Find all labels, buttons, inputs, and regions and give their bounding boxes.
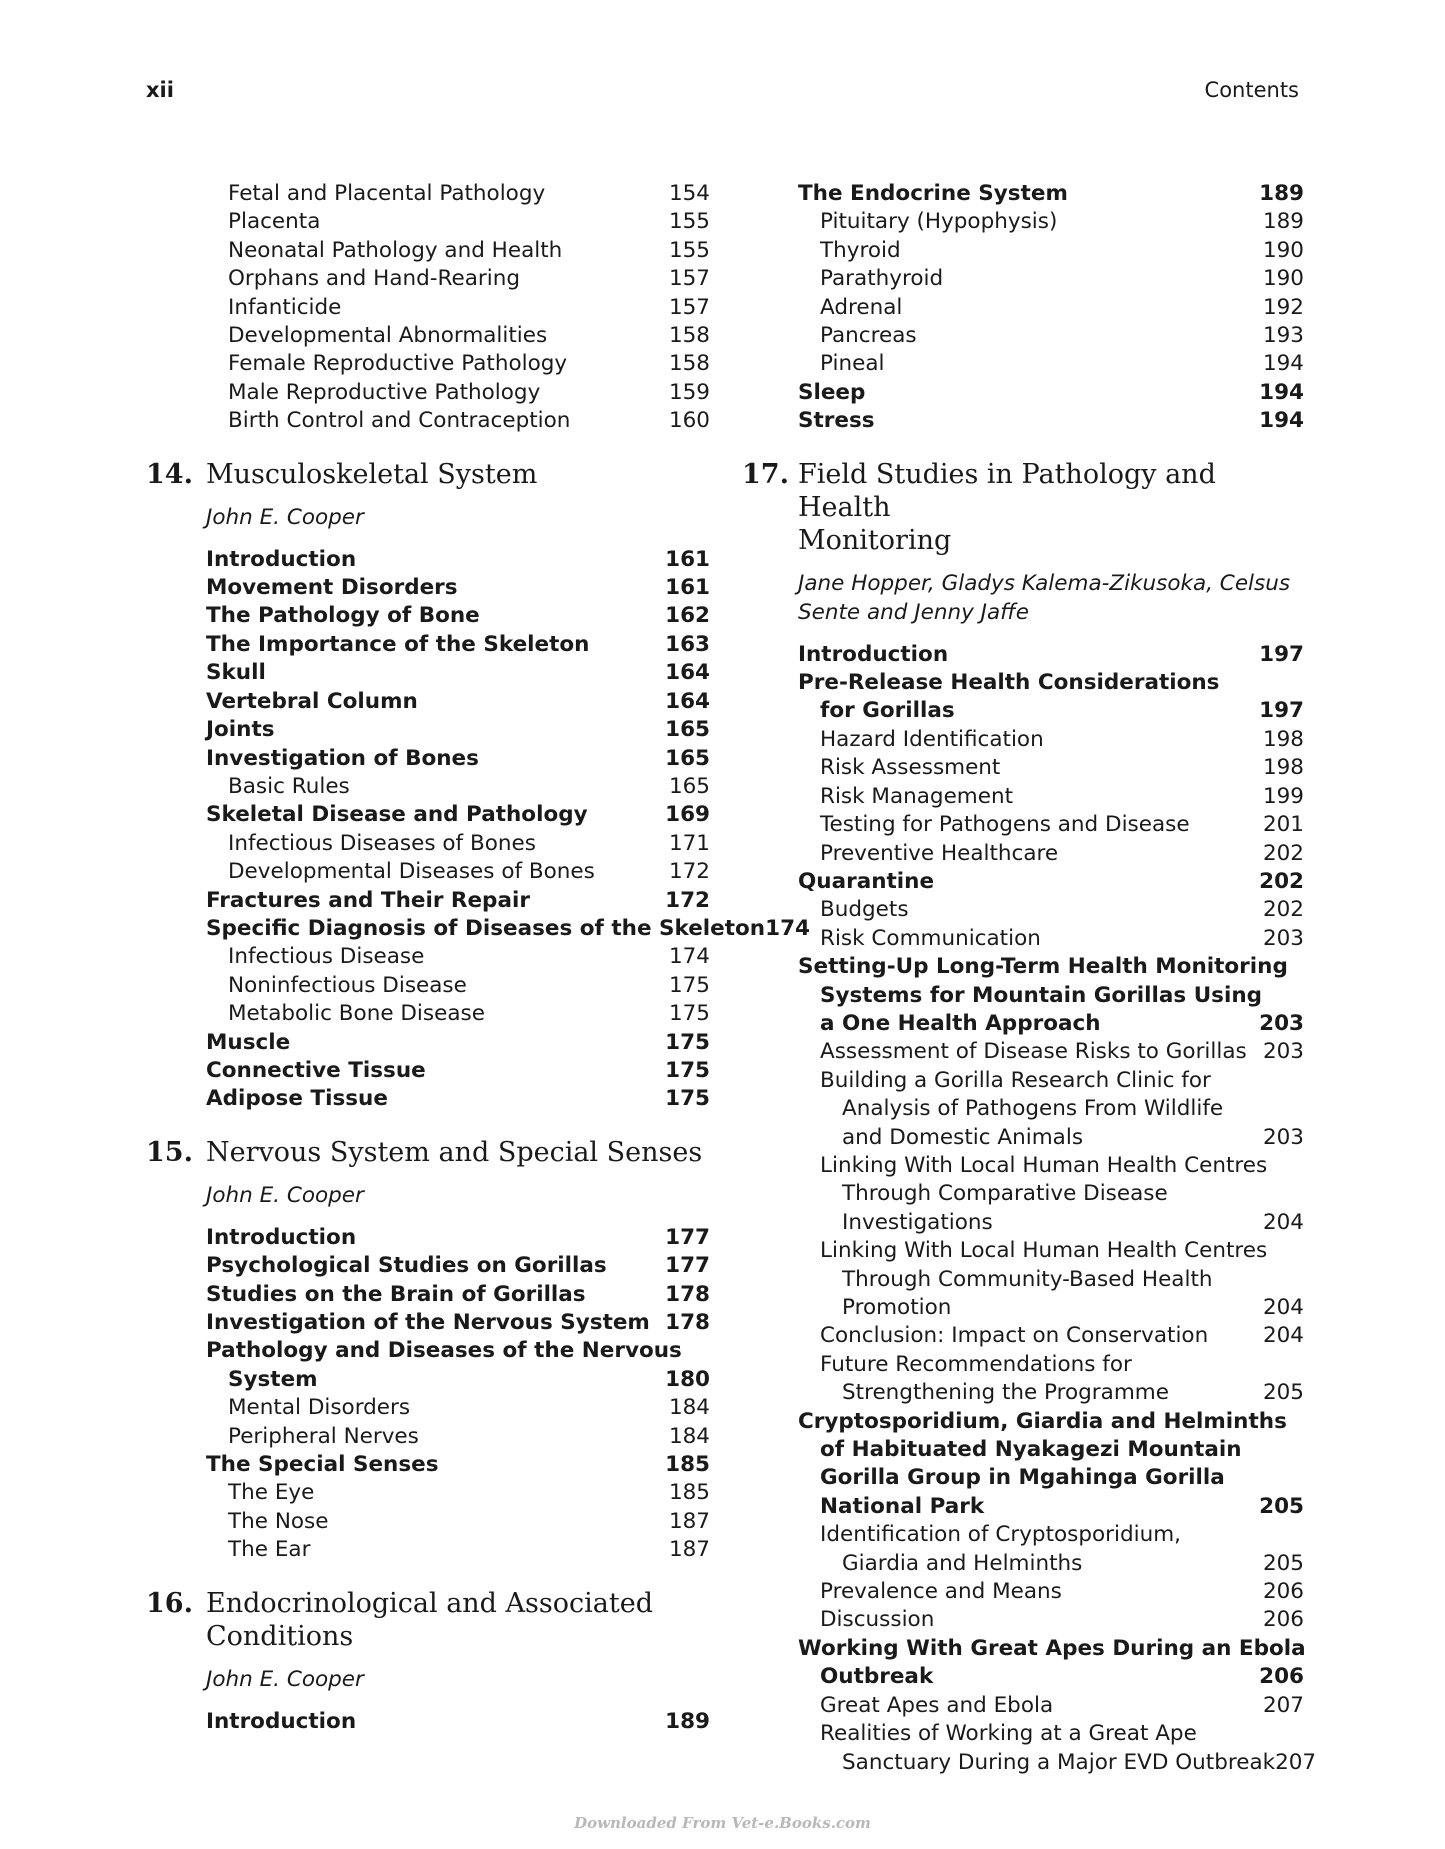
toc-entry-page: 158 <box>668 351 710 377</box>
toc-entry <box>146 1366 710 1394</box>
toc-entry <box>742 1095 1304 1123</box>
toc-entry <box>742 1152 1304 1180</box>
toc-entry-title: Infectious Diseases of Bones <box>228 830 536 856</box>
toc-entry-page: 189 <box>1259 181 1304 206</box>
chapter-number: 16. <box>146 1587 193 1619</box>
toc-entry-title: Budgets <box>820 897 909 923</box>
toc-entry-title: System <box>228 1366 318 1392</box>
toc-entry-page: 175 <box>668 972 710 998</box>
toc-entry-page: 194 <box>1259 379 1304 405</box>
toc-entry-page: 171 <box>668 830 710 856</box>
toc-entry <box>742 1749 1317 1777</box>
toc-entry-page: 203 <box>1262 925 1304 951</box>
toc-entry <box>742 379 1304 407</box>
toc-entry <box>146 379 710 407</box>
toc-entry-title: Pre-Release Health Considerations <box>798 670 1220 696</box>
toc-entry-page: 189 <box>665 1708 710 1734</box>
toc-entry-page: 175 <box>665 1029 710 1055</box>
toc-entry-title: Thyroid <box>820 237 901 263</box>
toc-entry-page: 206 <box>1259 1664 1304 1690</box>
toc-entry-title: Systems for Mountain Gorillas Using <box>820 982 1263 1008</box>
toc-entry-page: 175 <box>668 1001 710 1027</box>
toc-entry-title: Female Reproductive Pathology <box>228 351 568 377</box>
chapter-16-heading <box>146 1587 710 1653</box>
toc-entry <box>742 1379 1304 1407</box>
toc-entry-title: Skeletal Disease and Pathology <box>206 802 588 828</box>
toc-entry-title: Basic Rules <box>228 773 350 799</box>
toc-entry <box>146 602 710 630</box>
toc-entry <box>742 1266 1304 1294</box>
toc-entry-title: Through Community-Based Health <box>842 1266 1213 1292</box>
toc-entry-title: Conclusion: Impact on Conservation <box>820 1323 1209 1349</box>
toc-entry <box>146 659 710 687</box>
toc-entry <box>146 208 710 236</box>
chapter-number: 14. <box>146 458 193 490</box>
toc-entry-title: Specific Diagnosis of Diseases of the Skeleton <box>206 915 766 941</box>
toc-entry-title: Strengthening the Programme <box>842 1380 1169 1406</box>
toc-entry-page: 157 <box>668 294 710 320</box>
chapter-17-heading <box>742 458 1304 557</box>
toc-entry-title: Promotion <box>842 1295 952 1320</box>
toc-entry-title: Introduction <box>206 1224 357 1250</box>
toc-entry-page: 165 <box>668 773 710 799</box>
toc-entry-title: The Ear <box>228 1537 311 1563</box>
toc-entry-title: The Importance of the Skeleton <box>206 631 590 657</box>
toc-entry <box>742 322 1304 350</box>
toc-entry <box>146 407 710 435</box>
author-line: Sente and Jenny Jaffe <box>798 599 1029 625</box>
chapter-title: Endocrinological and Associated <box>206 1587 653 1619</box>
toc-entry <box>146 688 710 716</box>
toc-entry-page: 184 <box>668 1395 710 1421</box>
toc-entry <box>742 726 1304 754</box>
download-watermark: Downloaded From Vet-e.Books.com <box>574 1814 871 1832</box>
toc-entry <box>146 180 710 208</box>
toc-entry-page: 154 <box>668 181 710 206</box>
toc-entry <box>742 1493 1304 1521</box>
toc-entry <box>146 1508 710 1536</box>
toc-entry <box>146 237 710 265</box>
toc-entry-title: Realities of Working at a Great Ape <box>820 1721 1197 1747</box>
toc-entry <box>742 1351 1304 1379</box>
toc-entry <box>742 1550 1304 1578</box>
toc-entry <box>742 953 1304 981</box>
toc-entry <box>742 1578 1304 1606</box>
toc-entry-page: 199 <box>1262 783 1304 809</box>
toc-entry-title: Birth Control and Contraception <box>228 408 571 434</box>
toc-entry <box>742 294 1304 322</box>
toc-entry-page: 180 <box>665 1366 710 1392</box>
folio: xii <box>146 78 174 102</box>
toc-entry <box>146 773 710 801</box>
toc-entry-title: Giardia and Helminths <box>842 1550 1083 1576</box>
toc-entry-page: 159 <box>668 379 710 405</box>
chapter-author: John E. Cooper <box>206 504 364 530</box>
toc-entry-page: 190 <box>1262 266 1304 292</box>
contents-right-column <box>742 180 1317 1777</box>
toc-entry <box>742 1237 1304 1265</box>
toc-entry-title: Male Reproductive Pathology <box>228 379 541 405</box>
toc-entry-title: The Special Senses <box>206 1452 439 1478</box>
toc-entry <box>146 1085 710 1113</box>
toc-entry-page: 197 <box>1259 698 1304 724</box>
toc-entry-page: 194 <box>1259 408 1304 434</box>
toc-entry-title: Infanticide <box>228 294 342 320</box>
toc-entry-page: 203 <box>1262 1124 1304 1150</box>
chapter-author: John E. Cooper <box>206 1182 364 1208</box>
toc-entry-title: Orphans and Hand-Rearing <box>228 266 520 292</box>
toc-entry-page: 190 <box>1262 237 1304 263</box>
toc-entry-title: National Park <box>820 1493 985 1519</box>
toc-entry <box>146 858 710 886</box>
toc-entry-title: Fetal and Placental Pathology <box>228 181 546 206</box>
toc-entry <box>742 1322 1304 1350</box>
toc-entry <box>146 716 710 744</box>
toc-entry <box>742 208 1304 236</box>
chapter-author <box>742 569 1304 627</box>
toc-entry-page: 205 <box>1262 1380 1304 1406</box>
toc-entry-title: Prevalence and Means <box>820 1579 1062 1605</box>
toc-block <box>742 641 1317 1777</box>
toc-entry <box>742 1067 1304 1095</box>
toc-entry <box>146 1252 710 1280</box>
toc-entry-title: Infectious Disease <box>228 944 425 970</box>
toc-entry-page: 174 <box>765 915 810 941</box>
toc-entry-page: 164 <box>665 660 710 686</box>
toc-entry-title: Muscle <box>206 1029 291 1055</box>
toc-entry-page: 175 <box>665 1057 710 1083</box>
toc-entry <box>146 915 810 943</box>
toc-entry-title: Great Apes and Ebola <box>820 1692 1054 1718</box>
toc-entry-title: Developmental Abnormalities <box>228 323 548 349</box>
toc-entry <box>146 546 710 574</box>
toc-entry-title: Linking With Local Human Health Centres <box>820 1238 1268 1264</box>
toc-entry-page: 165 <box>665 717 710 743</box>
toc-entry-title: Movement Disorders <box>206 575 458 601</box>
toc-entry-page: 177 <box>665 1224 710 1250</box>
toc-entry-title: Pathology and Diseases of the Nervous <box>206 1338 682 1364</box>
toc-entry <box>146 1000 710 1028</box>
toc-entry-title: Investigation of Bones <box>206 745 479 771</box>
toc-entry <box>146 1394 710 1422</box>
toc-entry-title: Connective Tissue <box>206 1057 426 1083</box>
toc-entry-page: 184 <box>668 1423 710 1449</box>
toc-entry-page: 157 <box>668 266 710 292</box>
toc-entry-title: Investigation of the Nervous System <box>206 1310 650 1335</box>
toc-entry <box>742 783 1304 811</box>
toc-entry <box>146 1337 710 1365</box>
toc-entry-title: Adipose Tissue <box>206 1086 388 1112</box>
toc-entry <box>742 669 1304 697</box>
toc-entry-title: The Nose <box>228 1508 329 1534</box>
chapter-title: Musculoskeletal System <box>206 458 538 490</box>
toc-entry <box>146 1224 710 1252</box>
toc-entry-title: Setting-Up Long-Term Health Monitoring <box>798 954 1288 980</box>
toc-entry-title: Risk Management <box>820 783 1014 809</box>
toc-entry <box>146 972 710 1000</box>
toc-entry <box>146 574 710 602</box>
toc-entry-page: 204 <box>1262 1209 1304 1235</box>
toc-entry-title: Sanctuary During a Major EVD Outbreak <box>842 1749 1276 1775</box>
toc-entry <box>742 697 1304 725</box>
toc-entry-page: 205 <box>1262 1550 1304 1576</box>
toc-entry-page: 192 <box>1262 294 1304 320</box>
toc-entry-page: 163 <box>665 631 710 657</box>
toc-entry-title: Stress <box>798 408 875 434</box>
toc-entry-title: Introduction <box>206 1708 357 1734</box>
toc-entry-title: Preventive Healthcare <box>820 840 1059 866</box>
toc-entry-page: 189 <box>1262 209 1304 235</box>
toc-entry-page: 203 <box>1262 1039 1304 1065</box>
toc-entry <box>742 1606 1304 1634</box>
toc-entry-title: Skull <box>206 660 266 686</box>
chapter-15-heading <box>146 1136 710 1169</box>
toc-entry-page: 207 <box>1262 1692 1304 1718</box>
toc-entry-title: Hazard Identification <box>820 726 1044 752</box>
toc-entry <box>742 1180 1304 1208</box>
toc-entry <box>742 1038 1304 1066</box>
toc-entry-title: Mental Disorders <box>228 1395 411 1421</box>
toc-entry <box>146 322 710 350</box>
toc-entry <box>146 1029 710 1057</box>
chapter-author: John E. Cooper <box>206 1666 364 1692</box>
toc-entry-title: of Habituated Nyakagezi Mountain <box>820 1437 1242 1463</box>
toc-entry-title: Working With Great Apes During an Ebola <box>798 1635 1306 1661</box>
toc-entry-title: and Domestic Animals <box>842 1124 1084 1150</box>
chapter-title: Nervous System and Special Senses <box>206 1136 703 1168</box>
toc-entry-page: 206 <box>1262 1579 1304 1605</box>
toc-entry <box>742 641 1304 669</box>
toc-entry-page: 172 <box>665 887 710 913</box>
toc-entry-title: Quarantine <box>798 868 935 894</box>
toc-entry <box>146 801 710 829</box>
toc-entry <box>742 811 1304 839</box>
toc-entry-page: 202 <box>1259 868 1304 894</box>
toc-entry-title: Outbreak <box>820 1664 934 1690</box>
toc-block <box>146 546 810 1114</box>
toc-entry-title: Cryptosporidium, Giardia and Helminths <box>798 1408 1287 1434</box>
toc-entry-page: 174 <box>668 944 710 970</box>
toc-entry <box>742 1635 1304 1663</box>
toc-entry-title: Adrenal <box>820 294 903 320</box>
toc-entry-title: Psychological Studies on Gorillas <box>206 1253 607 1279</box>
toc-block <box>742 180 1304 436</box>
toc-entry <box>742 1436 1304 1464</box>
toc-entry <box>742 1692 1304 1720</box>
author-line: Jane Hopper, Gladys Kalema-Zikusoka, Celsus <box>798 570 1291 596</box>
toc-entry-title: Introduction <box>206 546 357 572</box>
contents-left-column <box>146 180 810 1736</box>
toc-entry <box>742 896 1304 924</box>
toc-entry <box>742 180 1304 208</box>
toc-entry-title: Risk Communication <box>820 925 1041 951</box>
toc-entry-page: 164 <box>665 688 710 714</box>
toc-entry <box>742 840 1304 868</box>
toc-entry <box>146 631 710 659</box>
chapter-number: 17. <box>742 458 789 490</box>
toc-entry-page: 177 <box>665 1253 710 1279</box>
toc-entry-title: Joints <box>206 717 275 743</box>
toc-entry-title: Metabolic Bone Disease <box>228 1001 485 1027</box>
toc-entry <box>742 868 1304 896</box>
toc-entry-title: Investigations <box>842 1209 993 1235</box>
toc-entry-title: Through Comparative Disease <box>842 1181 1168 1207</box>
toc-entry <box>146 1309 710 1337</box>
toc-entry-page: 158 <box>668 323 710 349</box>
toc-entry-title: Pancreas <box>820 323 917 349</box>
toc-entry-page: 203 <box>1259 1010 1304 1036</box>
toc-entry-page: 194 <box>1262 351 1304 377</box>
toc-entry <box>742 350 1304 378</box>
toc-entry-page: 205 <box>1259 1493 1304 1519</box>
toc-entry <box>742 1209 1304 1237</box>
toc-entry-page: 185 <box>665 1452 710 1478</box>
toc-entry-page: 206 <box>1262 1607 1304 1633</box>
toc-entry <box>146 1057 710 1085</box>
toc-entry <box>742 1294 1304 1322</box>
toc-entry-title: Vertebral Column <box>206 688 418 714</box>
toc-entry-page: 175 <box>665 1086 710 1112</box>
toc-entry-title: Future Recommendations for <box>820 1351 1132 1377</box>
toc-entry-title: The Eye <box>228 1480 315 1506</box>
toc-entry-title: The Endocrine System <box>798 181 1068 206</box>
running-title: Contents <box>1204 78 1299 102</box>
toc-entry-title: Introduction <box>798 641 949 667</box>
toc-block <box>146 180 710 436</box>
chapter-title-cont: Conditions <box>206 1620 354 1652</box>
toc-entry-title: Building a Gorilla Research Clinic for <box>820 1067 1211 1093</box>
toc-entry <box>146 943 710 971</box>
toc-entry-page: 169 <box>665 802 710 828</box>
toc-entry-page: 187 <box>668 1537 710 1563</box>
toc-entry-page: 202 <box>1262 840 1304 866</box>
toc-entry-title: Identification of Cryptosporidium, <box>820 1522 1182 1548</box>
toc-entry <box>742 1124 1304 1152</box>
toc-entry-title: Placenta <box>228 209 321 235</box>
toc-entry-title: Testing for Pathogens and Disease <box>820 812 1190 838</box>
toc-entry <box>742 982 1304 1010</box>
toc-entry-page: 162 <box>665 603 710 629</box>
chapter-number: 15. <box>146 1136 193 1168</box>
toc-entry-title: Analysis of Pathogens From Wildlife <box>842 1096 1224 1122</box>
toc-entry <box>146 745 710 773</box>
toc-entry <box>146 1451 710 1479</box>
toc-entry-page: 185 <box>668 1480 710 1506</box>
toc-block <box>146 1224 710 1565</box>
toc-entry <box>146 294 710 322</box>
toc-entry-title: Linking With Local Human Health Centres <box>820 1152 1268 1178</box>
toc-entry-title: Studies on the Brain of Gorillas <box>206 1281 586 1307</box>
chapter-14-heading <box>146 458 710 491</box>
toc-entry-page: 161 <box>665 575 710 601</box>
toc-block <box>146 1708 710 1736</box>
chapter-title: Field Studies in Pathology and Health <box>798 458 1216 523</box>
toc-entry <box>146 1281 710 1309</box>
toc-entry <box>742 925 1304 953</box>
toc-entry-title: Neonatal Pathology and Health <box>228 237 563 263</box>
toc-entry-title: Pineal <box>820 351 885 377</box>
toc-entry-title: Sleep <box>798 379 866 405</box>
toc-entry <box>742 407 1304 435</box>
toc-entry <box>146 887 710 915</box>
toc-entry-page: 178 <box>665 1310 710 1335</box>
toc-entry-page: 198 <box>1262 755 1304 781</box>
toc-entry <box>742 237 1304 265</box>
toc-entry <box>146 830 710 858</box>
toc-entry-page: 207 <box>1275 1749 1317 1775</box>
toc-entry-title: Gorilla Group in Mgahinga Gorilla <box>820 1465 1225 1491</box>
toc-entry-title: Developmental Diseases of Bones <box>228 859 595 885</box>
toc-entry-title: Noninfectious Disease <box>228 972 467 998</box>
toc-entry-page: 204 <box>1262 1323 1304 1349</box>
toc-entry <box>742 265 1304 293</box>
toc-entry-title: Peripheral Nerves <box>228 1423 419 1449</box>
toc-entry-title: a One Health Approach <box>820 1010 1101 1036</box>
toc-entry-page: 198 <box>1262 726 1304 752</box>
toc-entry-title: for Gorillas <box>820 698 955 724</box>
toc-entry <box>146 1479 710 1507</box>
toc-entry <box>742 754 1304 782</box>
toc-entry-page: 204 <box>1262 1295 1304 1320</box>
toc-entry-page: 155 <box>668 209 710 235</box>
toc-entry-page: 202 <box>1262 897 1304 923</box>
toc-entry <box>742 1720 1304 1748</box>
chapter-title-cont: Monitoring <box>798 524 952 556</box>
toc-entry <box>146 1423 710 1451</box>
toc-entry <box>742 1408 1304 1436</box>
toc-entry-page: 201 <box>1262 812 1304 838</box>
toc-entry-page: 165 <box>665 745 710 771</box>
toc-entry-page: 161 <box>665 546 710 572</box>
toc-entry-page: 187 <box>668 1508 710 1534</box>
toc-entry-page: 178 <box>665 1281 710 1307</box>
toc-entry <box>742 1521 1304 1549</box>
toc-entry-title: Risk Assessment <box>820 755 1001 781</box>
toc-entry-page: 172 <box>668 859 710 885</box>
toc-entry <box>742 1010 1304 1038</box>
toc-entry <box>146 265 710 293</box>
toc-entry-title: Assessment of Disease Risks to Gorillas <box>820 1039 1247 1065</box>
toc-entry-page: 193 <box>1262 323 1304 349</box>
toc-entry-page: 197 <box>1259 641 1304 667</box>
toc-entry <box>146 1536 710 1564</box>
toc-entry-title: Discussion <box>820 1607 935 1633</box>
toc-entry <box>146 350 710 378</box>
toc-entry <box>742 1663 1304 1691</box>
toc-entry <box>146 1708 710 1736</box>
toc-entry-title: Pituitary (Hypophysis) <box>820 209 1058 235</box>
toc-entry <box>742 1464 1304 1492</box>
toc-entry-page: 155 <box>668 237 710 263</box>
toc-entry-title: Parathyroid <box>820 266 944 292</box>
toc-entry-page: 160 <box>668 408 710 434</box>
toc-entry-title: Fractures and Their Repair <box>206 887 530 913</box>
toc-entry-title: The Pathology of Bone <box>206 603 480 629</box>
